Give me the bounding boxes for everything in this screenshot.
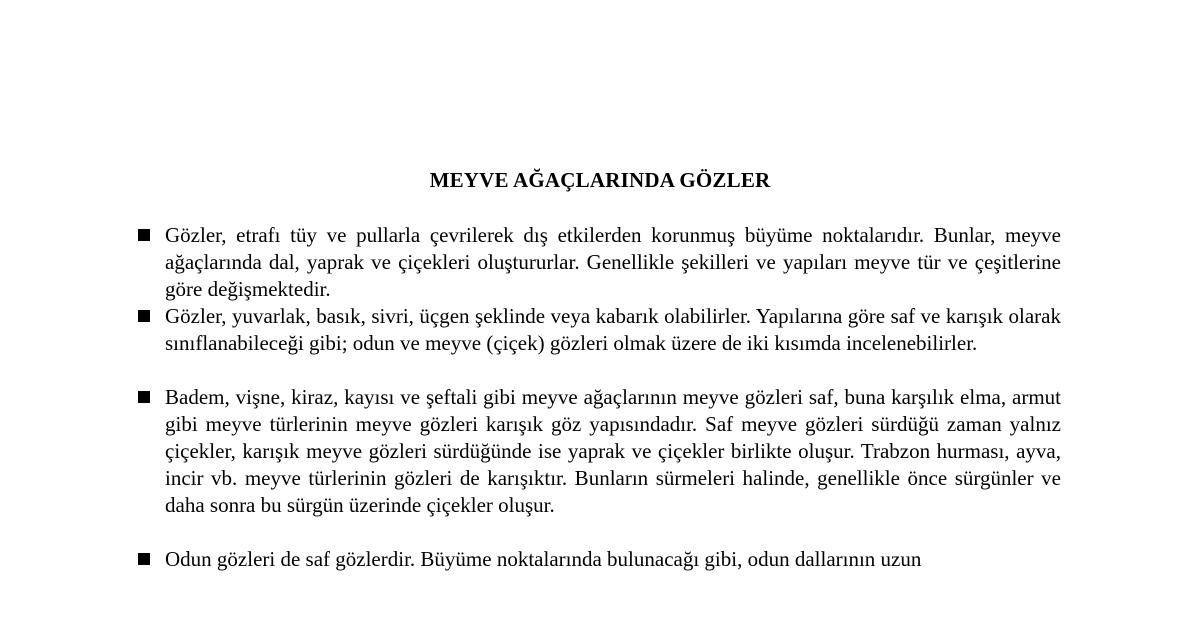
bullet-item-2 bbox=[138, 303, 1061, 357]
bullet-text-2: Gözler, yuvarlak, basık, sivri, üçgen şeklinde veya kabarık olabilirler. Yapılarına göre saf ve karışık olarak sınıflanabileceği gibi; odun ve meyve (çiçek) gözleri olmak üzere de iki kısımda incelenebilirler. bbox=[165, 304, 1061, 355]
square-bullet-icon bbox=[138, 310, 150, 322]
bullet-item-3 bbox=[138, 384, 1061, 519]
square-bullet-icon bbox=[138, 229, 150, 241]
bullet-item-4 bbox=[138, 546, 1061, 573]
bullet-item-1 bbox=[138, 222, 1061, 303]
bullet-text-1: Gözler, etrafı tüy ve pullarla çevrilerek dış etkilerden korunmuş büyüme noktalarıdır. Bunlar, meyve ağaçlarında dal, yaprak ve çiçekleri oluştururlar. Genellikle şekilleri ve yapıları meyve tür ve çeşitlerine göre değişmektedir. bbox=[165, 223, 1061, 301]
bullet-text-3: Badem, vişne, kiraz, kayısı ve şeftali gibi meyve ağaçlarının meyve gözleri saf, buna karşılık elma, armut gibi meyve türlerinin meyve gözleri karışık göz yapısındadır. Saf meyve gözleri sürdüğü zaman yalnız çiçekler, karışık meyve gözleri sürdüğünde ise yaprak ve çiçekler birlikte oluşur. Trabzon hurması, ayva, incir vb. meyve türlerinin gözleri de karışıktır. Bunların sürmeleri halinde, genellikle önce sürgünler ve daha sonra bu sürgün üzerinde çiçekler oluşur. bbox=[165, 385, 1061, 517]
bullet-list bbox=[138, 222, 1061, 573]
bullet-text-4: Odun gözleri de saf gözlerdir. Büyüme noktalarında bulunacağı gibi, odun dallarının uzun bbox=[165, 547, 922, 571]
square-bullet-icon bbox=[138, 391, 150, 403]
document-title: MEYVE AĞAÇLARINDA GÖZLER bbox=[429, 168, 771, 192]
square-bullet-icon bbox=[138, 553, 150, 565]
